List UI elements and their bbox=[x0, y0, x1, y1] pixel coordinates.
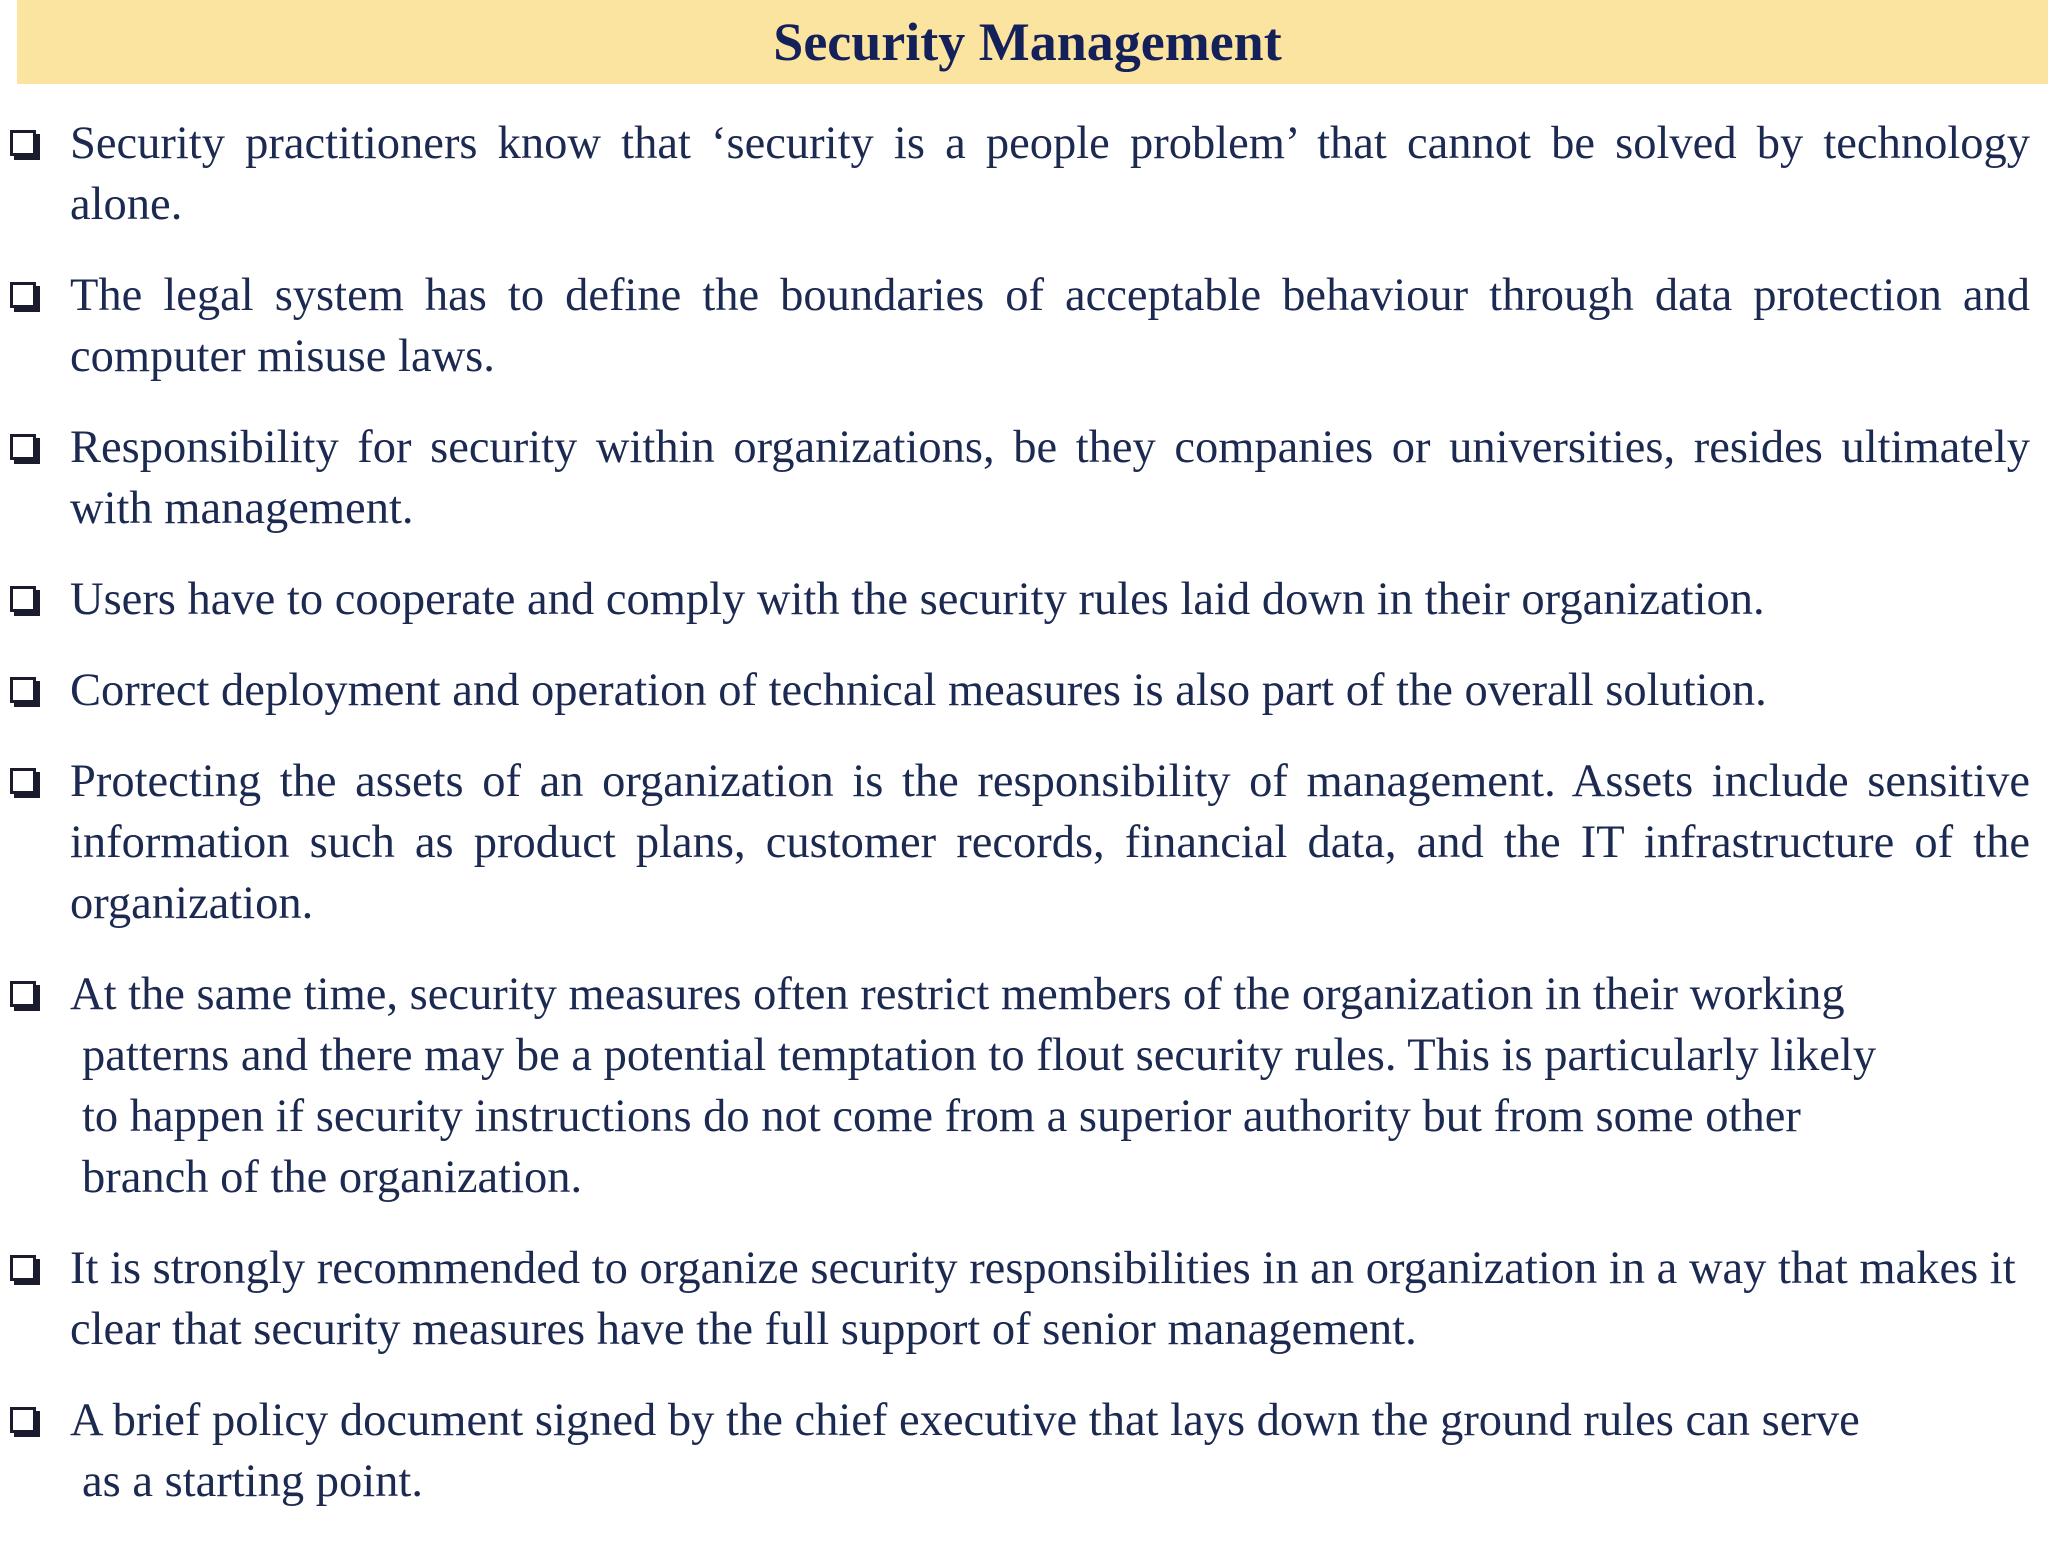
hollow-square-bullet-icon bbox=[10, 282, 36, 308]
bullet-text: Protecting the assets of an organization is the responsibility of management. Assets include sensitive information such as product plans, customer records, financial data, and the IT infrastructure of the organization. bbox=[70, 756, 2030, 929]
slide-title: Security Management bbox=[773, 12, 1282, 72]
bullet-list bbox=[0, 113, 2030, 1542]
bullet-item bbox=[0, 1238, 2030, 1360]
hollow-square-bullet-icon bbox=[10, 434, 36, 460]
hollow-square-bullet-icon bbox=[10, 1407, 36, 1433]
bullet-text: Users have to cooperate and comply with the security rules laid down in their organization. bbox=[70, 574, 1765, 625]
bullet-text: Security practitioners know that ‘security is a people problem’ that cannot be solved by technology alone. bbox=[70, 118, 2030, 230]
bullet-item bbox=[0, 265, 2030, 387]
bullet-item bbox=[0, 417, 2030, 539]
bullet-item bbox=[0, 751, 2030, 934]
bullet-text: At the same time, security measures often restrict members of the organization in their working patterns and there may be a potential temptation to flout security rules. This is particularly likely to happen if security instructions do not come from a superior authority but from some other branch of the organization. bbox=[70, 969, 1877, 1203]
bullet-text: Responsibility for security within organizations, be they companies or universities, resides ultimately with management. bbox=[70, 422, 2030, 534]
hollow-square-bullet-icon bbox=[10, 981, 36, 1007]
bullet-text: It is strongly recommended to organize security responsibilities in an organization in a way that makes it clear that security measures have the full support of senior management. bbox=[70, 1243, 2016, 1355]
bullet-text: The legal system has to define the boundaries of acceptable behaviour through data protection and computer misuse laws. bbox=[70, 270, 2030, 382]
bullet-text: Correct deployment and operation of technical measures is also part of the overall solution. bbox=[70, 665, 1767, 716]
bullet-item bbox=[0, 569, 2030, 630]
bullet-item bbox=[0, 964, 2030, 1208]
hollow-square-bullet-icon bbox=[10, 768, 36, 794]
hollow-square-bullet-icon bbox=[10, 677, 36, 703]
bullet-item bbox=[0, 113, 2030, 235]
hollow-square-bullet-icon bbox=[10, 586, 36, 612]
hollow-square-bullet-icon bbox=[10, 130, 36, 156]
bullet-text: A brief policy document signed by the chief executive that lays down the ground rules can serve as a starting point. bbox=[70, 1395, 1860, 1507]
bullet-item bbox=[0, 660, 2030, 721]
hollow-square-bullet-icon bbox=[10, 1255, 36, 1281]
bullet-item bbox=[0, 1390, 2030, 1512]
title-banner bbox=[17, 0, 2048, 84]
